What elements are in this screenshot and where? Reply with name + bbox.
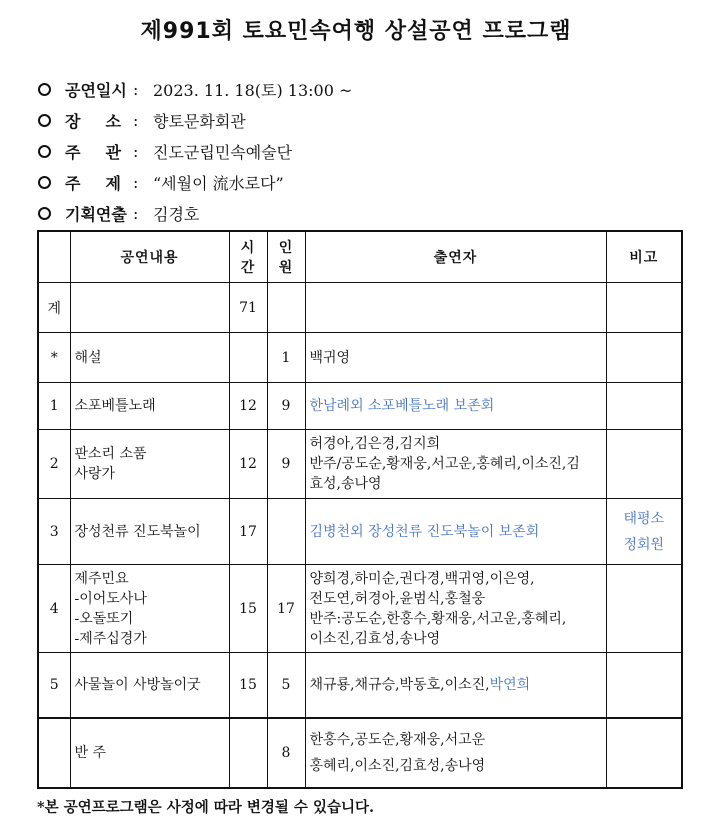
row-count [267,499,305,565]
info-colon: : [133,111,139,130]
table-row [38,430,682,499]
row-note [606,430,682,499]
row-count [267,283,305,333]
row-no: * [38,333,70,383]
header-count: 인원 [267,231,305,283]
info-row-director [38,198,352,229]
footer-note: *본 공연프로그램은 사정에 따라 변경될 수 있습니다. [37,799,375,816]
row-note [606,565,682,653]
info-value-director: 김경호 [153,205,200,224]
info-row-venue [38,105,352,136]
info-label-theme: 주 제 [65,174,121,193]
info-label-director: 기획연출 [65,205,127,224]
header-program: 공연내용 [70,231,229,283]
table-row [38,653,682,718]
row-count: 1 [267,333,305,383]
row-note [606,333,682,383]
row-no: 4 [38,565,70,653]
row-program: 해설 [70,333,229,383]
row-performers: 김병천외 장성천류 진도북놀이 보존회 [305,499,606,565]
header-time: 시간 [229,231,267,283]
row-count: 5 [267,653,305,718]
info-label-venue: 장 소 [65,112,121,131]
program-table [37,230,683,789]
row-program: 판소리 소품 사랑가 [70,430,229,499]
info-colon: : [133,204,139,223]
header-performers: 출연자 [305,231,606,283]
row-no [38,718,70,788]
row-time: 12 [229,383,267,430]
row-time: 17 [229,499,267,565]
table-row [38,499,682,565]
info-label-organizer: 주 관 [65,143,121,162]
row-no: 5 [38,653,70,718]
row-note [606,653,682,718]
table-row [38,283,682,333]
table-row [38,383,682,430]
row-time [229,718,267,788]
row-note: 태평소 정회원 [606,499,682,565]
info-colon: : [133,142,139,161]
row-count: 8 [267,718,305,788]
info-value-organizer: 진도군립민속예술단 [153,143,293,162]
row-time [229,333,267,383]
bullet-circle-icon [38,176,51,189]
info-row-organizer [38,136,352,167]
row-performers: 채규룡,채규승,박동호,이소진,박연희 [305,653,606,718]
row-performers: 허경아,김은경,김지희 반주/공도순,황재웅,서고운,홍혜리,이소진,김 효성,송나영 [305,430,606,499]
row-count: 17 [267,565,305,653]
info-value-theme: “세월이 流水로다” [153,174,284,193]
row-note [606,383,682,430]
row-time: 15 [229,565,267,653]
info-label-datetime: 공연일시 [65,81,127,100]
bullet-circle-icon [38,207,51,220]
header-no [38,231,70,283]
row-performers: 한홍수,공도순,황재웅,서고운 홍혜리,이소진,김효성,송나영 [305,718,606,788]
row-time: 71 [229,283,267,333]
table-header-row [38,231,682,283]
info-value-datetime: 2023. 11. 18(토) 13:00 ~ [153,81,353,100]
row-program: 소포베틀노래 [70,383,229,430]
table-row [38,718,682,788]
info-colon: : [133,173,139,192]
bullet-circle-icon [38,145,51,158]
event-info [38,74,352,229]
row-no: 2 [38,430,70,499]
header-note: 비고 [606,231,682,283]
row-performers: 백귀영 [305,333,606,383]
info-value-venue: 향토문화회관 [153,112,246,131]
table-row [38,333,682,383]
row-no: 3 [38,499,70,565]
row-note [606,283,682,333]
row-count: 9 [267,383,305,430]
row-time: 12 [229,430,267,499]
info-row-datetime [38,74,352,105]
row-performers: 한남례외 소포베틀노래 보존회 [305,383,606,430]
bullet-circle-icon [38,114,51,127]
row-time: 15 [229,653,267,718]
row-program: 사물놀이 사방놀이굿 [70,653,229,718]
info-row-theme [38,167,352,198]
row-program: 장성천류 진도북놀이 [70,499,229,565]
row-count: 9 [267,430,305,499]
row-note [606,718,682,788]
row-program: 제주민요 -이어도사나 -오돌또기 -제주십경가 [70,565,229,653]
page-title: 제991회 토요민속여행 상설공연 프로그램 [140,19,572,44]
info-colon: : [133,80,139,99]
row-performers [305,283,606,333]
table-row [38,565,682,653]
row-no: 1 [38,383,70,430]
bullet-circle-icon [38,83,51,96]
row-no: 계 [38,283,70,333]
row-performers: 양희경,하미순,권다경,백귀영,이은영, 전도연,허경아,윤범식,홍철웅 반주:공도순,한홍수,황재웅,서고운,홍혜리, 이소진,김효성,송나영 [305,565,606,653]
row-program: 반 주 [70,718,229,788]
row-program [70,283,229,333]
